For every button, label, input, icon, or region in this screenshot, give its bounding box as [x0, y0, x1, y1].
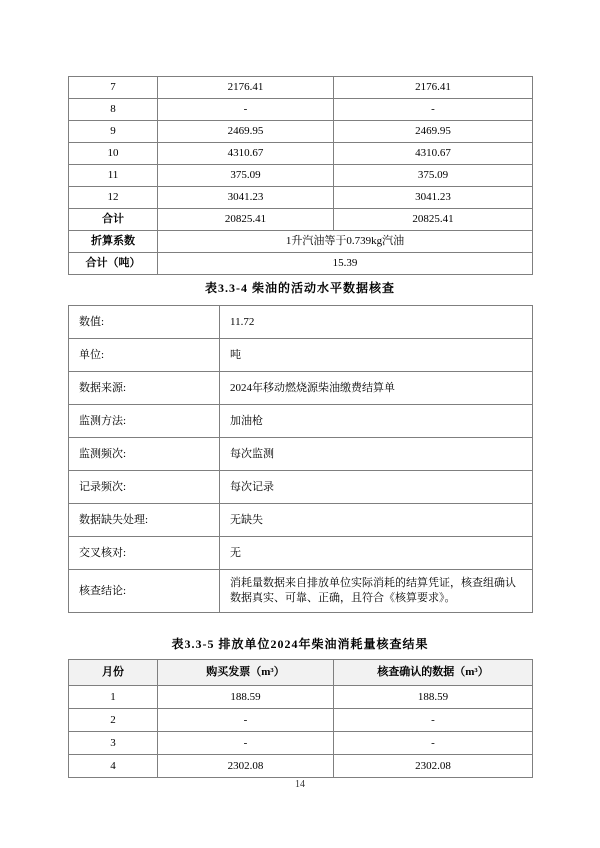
table-row: [69, 405, 533, 438]
invoice-cell: 4310.67: [158, 143, 334, 165]
confirmed-cell: 375.09: [334, 165, 533, 187]
field-value: 吨: [220, 339, 533, 372]
month-cell: 8: [69, 99, 158, 121]
month-cell: 1: [69, 686, 158, 709]
table-header-row: [69, 660, 533, 686]
verification-conclusion-row: [69, 570, 533, 613]
table-row: [69, 471, 533, 504]
page-number: 14: [295, 779, 305, 790]
table-row: [69, 372, 533, 405]
invoice-header: 购买发票（m³）: [158, 660, 334, 686]
invoice-cell: 2176.41: [158, 77, 334, 99]
field-label: 监测频次:: [69, 438, 220, 471]
month-cell: 7: [69, 77, 158, 99]
conversion-factor-label: 折算系数: [69, 231, 158, 253]
table-row: [69, 732, 533, 755]
confirmed-cell: 4310.67: [334, 143, 533, 165]
table-3-3-4-caption: 表3.3-4 柴油的活动水平数据核查: [205, 281, 395, 295]
field-label: 数据来源:: [69, 372, 220, 405]
field-label: 记录频次:: [69, 471, 220, 504]
table-row: [69, 755, 533, 778]
fuel-activity-table-continuation: [68, 76, 533, 275]
table-row: [69, 187, 533, 209]
field-value: 消耗量数据来自排放单位实际消耗的结算凭证，核查组确认数据真实、可靠、正确，且符合《核算要求》。: [220, 570, 533, 613]
conversion-factor-row: [69, 231, 533, 253]
field-value: 每次记录: [220, 471, 533, 504]
invoice-cell: 2302.08: [158, 755, 334, 778]
total-tons-row: [69, 253, 533, 275]
total-label: 合计: [69, 209, 158, 231]
confirmed-cell: 2469.95: [334, 121, 533, 143]
conversion-factor-value: 1升汽油等于0.739kg汽油: [158, 231, 533, 253]
table-row: [69, 306, 533, 339]
field-value: 加油枪: [220, 405, 533, 438]
invoice-cell: 3041.23: [158, 187, 334, 209]
table-row: [69, 709, 533, 732]
field-value: 11.72: [220, 306, 533, 339]
invoice-cell: -: [158, 99, 334, 121]
field-label: 单位:: [69, 339, 220, 372]
field-label: 交叉核对:: [69, 537, 220, 570]
field-value: 每次监测: [220, 438, 533, 471]
field-value: 无缺失: [220, 504, 533, 537]
invoice-cell: -: [158, 732, 334, 755]
table-row: [69, 77, 533, 99]
confirmed-cell: -: [334, 99, 533, 121]
total-tons-label: 合计（吨）: [69, 253, 158, 275]
table-row: [69, 686, 533, 709]
table-row: [69, 438, 533, 471]
table-row: [69, 339, 533, 372]
month-cell: 12: [69, 187, 158, 209]
confirmed-cell: 3041.23: [334, 187, 533, 209]
confirmed-cell: -: [334, 709, 533, 732]
month-header: 月份: [69, 660, 158, 686]
table-row: [69, 504, 533, 537]
invoice-cell: 188.59: [158, 686, 334, 709]
table-row: [69, 537, 533, 570]
table-row: [69, 165, 533, 187]
field-label: 监测方法:: [69, 405, 220, 438]
table-3-3-5-caption: 表3.3-5 排放单位2024年柴油消耗量核查结果: [171, 637, 429, 651]
page-content: [68, 0, 532, 778]
invoice-cell: 375.09: [158, 165, 334, 187]
month-cell: 9: [69, 121, 158, 143]
table-row: [69, 143, 533, 165]
table-row: [69, 99, 533, 121]
confirmed-cell: -: [334, 732, 533, 755]
invoice-cell: -: [158, 709, 334, 732]
field-value: 无: [220, 537, 533, 570]
field-label: 数据缺失处理:: [69, 504, 220, 537]
confirmed-header: 核查确认的数据（m³）: [334, 660, 533, 686]
field-label: 核查结论:: [69, 570, 220, 613]
field-value: 2024年移动燃烧源柴油缴费结算单: [220, 372, 533, 405]
confirmed-cell: 2302.08: [334, 755, 533, 778]
total-invoice-cell: 20825.41: [158, 209, 334, 231]
month-cell: 10: [69, 143, 158, 165]
field-label: 数值:: [69, 306, 220, 339]
total-row: [69, 209, 533, 231]
month-cell: 4: [69, 755, 158, 778]
total-tons-value: 15.39: [158, 253, 533, 275]
month-cell: 11: [69, 165, 158, 187]
confirmed-cell: 2176.41: [334, 77, 533, 99]
table-row: [69, 121, 533, 143]
diesel-activity-verification-table: [68, 305, 533, 613]
month-cell: 3: [69, 732, 158, 755]
total-confirmed-cell: 20825.41: [334, 209, 533, 231]
confirmed-cell: 188.59: [334, 686, 533, 709]
diesel-consumption-results-table: [68, 659, 533, 778]
invoice-cell: 2469.95: [158, 121, 334, 143]
month-cell: 2: [69, 709, 158, 732]
